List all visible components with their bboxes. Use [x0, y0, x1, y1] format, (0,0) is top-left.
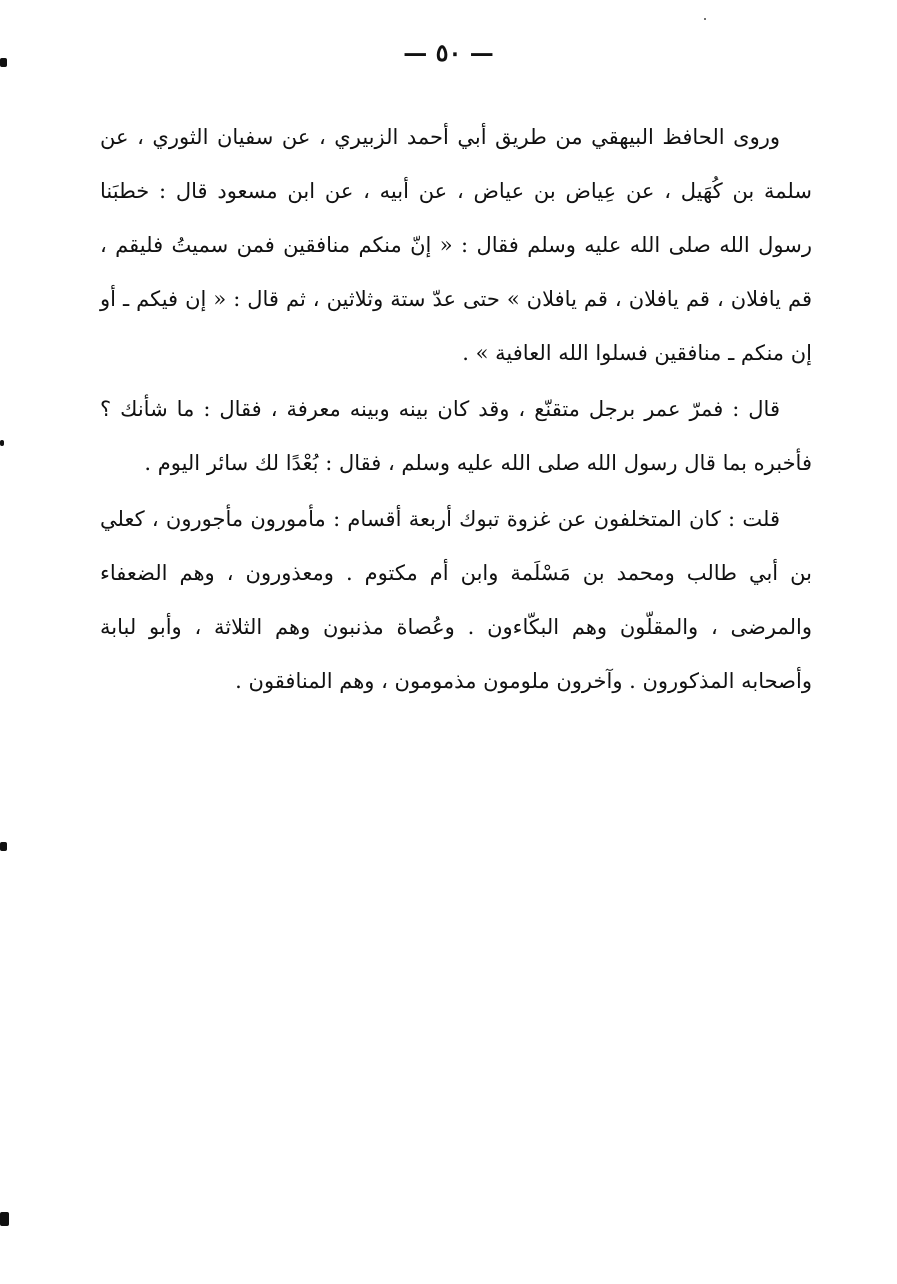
page-number: — ٥٠ —: [403, 38, 494, 67]
paragraph-1: وروى الحافظ البيهقي من طريق أبي أحمد الزبيري ، عن سفيان الثوري ، عن سلمة بن كُهَيل ، عن عِياض بن عياض ، عن أبيه ، عن ابن مسعود قال : خطبَنا رسول الله صلى الله عليه وسلم فقال : « إنّ منكم منافقين فمن سميتُ فليقم ، قم يافلان ، قم يافلان ، قم يافلان » حتى عدّ ستة وثلاثين ، ثم قال : « إن فيكم ـ أو إن منكم ـ منافقين فسلوا الله العافية » .: [100, 125, 812, 365]
body-text: [100, 110, 812, 708]
scan-margin-mark: [0, 58, 7, 67]
paragraph-2: قال : فمرّ عمر برجل متقنّع ، وقد كان بينه وبينه معرفة ، فقال : ما شأنك ؟ فأخبره بما قال رسول الله صلى الله عليه وسلم ، فقال : بُعْدًا لك سائر اليوم .: [100, 397, 812, 475]
scan-margin-mark: [0, 842, 7, 851]
paragraph-3: قلت : كان المتخلفون عن غزوة تبوك أربعة أقسام : مأمورون مأجورون ، كعلي بن أبي طالب ومحمد بن مَسْلَمة وابن أم مكتوم . ومعذورون ، وهم الضعفاء والمرضى ، والمقلّون وهم البكّاءون . وعُصاة مذنبون وهم الثلاثة ، وأبو لبابة وأصحابه المذكورون . وآخرون ملومون مذمومون ، وهم المنافقون .: [100, 507, 812, 693]
scan-margin-mark: [0, 1212, 9, 1226]
scan-margin-mark: [0, 440, 4, 446]
scan-speck: [704, 18, 706, 20]
